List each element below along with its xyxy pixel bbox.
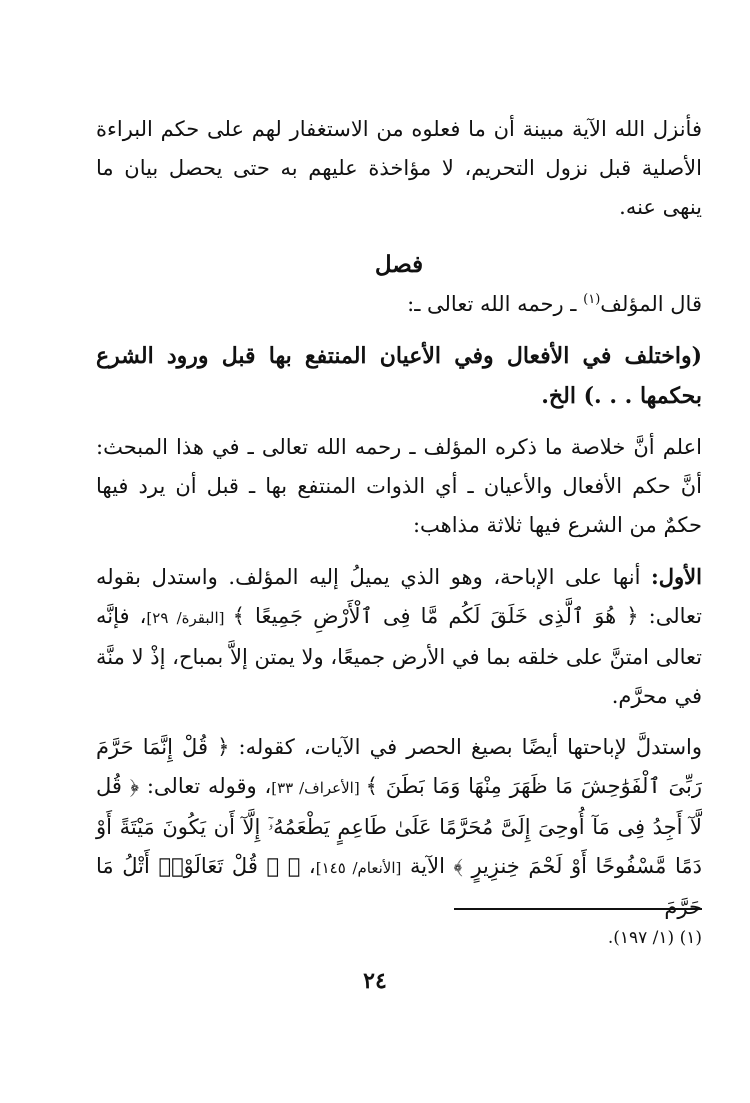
verse-reference: [البقرة/ ٢٩] [146, 609, 233, 627]
paragraph-continuation: فأنزل الله الآية مبينة أن ما فعلوه من الاستغفار لهم على حكم البراءة الأصلية قبل نزول التحريم، لا مؤاخذة عليهم به حتى يحصل بيان ما ينهى عنه. [96, 117, 702, 219]
verse-reference: [الأعراف/ ٣٣] [271, 779, 366, 797]
evidence-text: ، وقوله تعالى: [139, 774, 272, 798]
evidence-text: الآية [401, 854, 454, 878]
quran-verse: ﴿ هُوَ ٱلَّذِى خَلَقَ لَكُم مَّا فِى ٱلْأَرْضِ جَمِيعًا ﴾ [232, 604, 639, 628]
page-body [96, 110, 702, 927]
author-intro-before: قال المؤلف [600, 292, 702, 316]
footnote: (١) (١/ ١٩٧). [607, 928, 702, 948]
explanation-paragraph: اعلم أنَّ خلاصة ما ذكره المؤلف ـ رحمه الله تعالى ـ في هذا المبحث: أنَّ حكم الأفعال والأعيان ـ أي الذوات المنتفع بها ـ قبل أن يرد فيها حكمٌ من الشرع فيها ثلاثة مذاهب: [96, 435, 702, 537]
spacer [96, 416, 702, 428]
section-heading: فصل [374, 251, 424, 278]
verse-reference: [الأنعام/ ١٤٥] [315, 859, 402, 877]
first-opinion-paragraph [96, 557, 702, 716]
spacer [96, 324, 702, 336]
quran-verse: ﴿ قُلْ إِنَّمَا حَرَّمَ رَبِّىَ ٱلْفَوَٰحِشَ مَا ظَهَرَ مِنْهَا وَمَا بَطَنَ ﴾ [96, 735, 703, 798]
spacer [96, 227, 702, 245]
quran-verse: ﴿ ۞ قُلْ تَعَالَوْا۟ أَتْلُ مَا حَرَّمَ [96, 854, 702, 919]
first-opinion-text: أنها على الإباحة، وهو الذي يميلُ إليه المؤلف. واستدل بقوله تعالى: [96, 565, 702, 628]
footnote-divider [454, 908, 702, 910]
quran-verse: ﴿ قُل لَّآ أَجِدُ فِى مَآ أُوحِىَ إِلَىَّ مُحَرَّمًا عَلَىٰ طَاعِمٍ يَطْعَمُهُۥٓ إِلَّآ أَن يَكُونَ مَيْتَةً أَوْ دَمًا مَّسْفُوحًا أَوْ لَحْمَ خِنزِيرٍ ﴾ [96, 774, 703, 878]
footnote-marker[interactable]: (١) [583, 292, 601, 307]
page-number: ٢٤ [363, 968, 387, 994]
restriction-evidence-paragraph [96, 728, 702, 927]
spacer [96, 716, 702, 728]
first-opinion-text-cont: ، فإنَّه تعالى امتنَّ على خلقه بما في الأرض جميعًا، ولا يمتن إلاَّ بمباح، إذْ لا منَّة في محرَّم. [96, 604, 702, 708]
author-intro [96, 285, 702, 324]
first-opinion-lead: الأول: [651, 564, 702, 589]
spacer [96, 545, 702, 557]
author-intro-after: ـ رحمه الله تعالى ـ: [407, 292, 584, 316]
quoted-matn: (واختلف في الأفعال وفي الأعيان المنتفع بها قبل ورود الشرع بحكمها . . .) الخ. [96, 343, 702, 409]
evidence-text: ، [300, 854, 316, 878]
evidence-text: واستدلَّ لإباحتها أيضًا بصيغ الحصر في الآيات، كقوله: [229, 735, 703, 759]
